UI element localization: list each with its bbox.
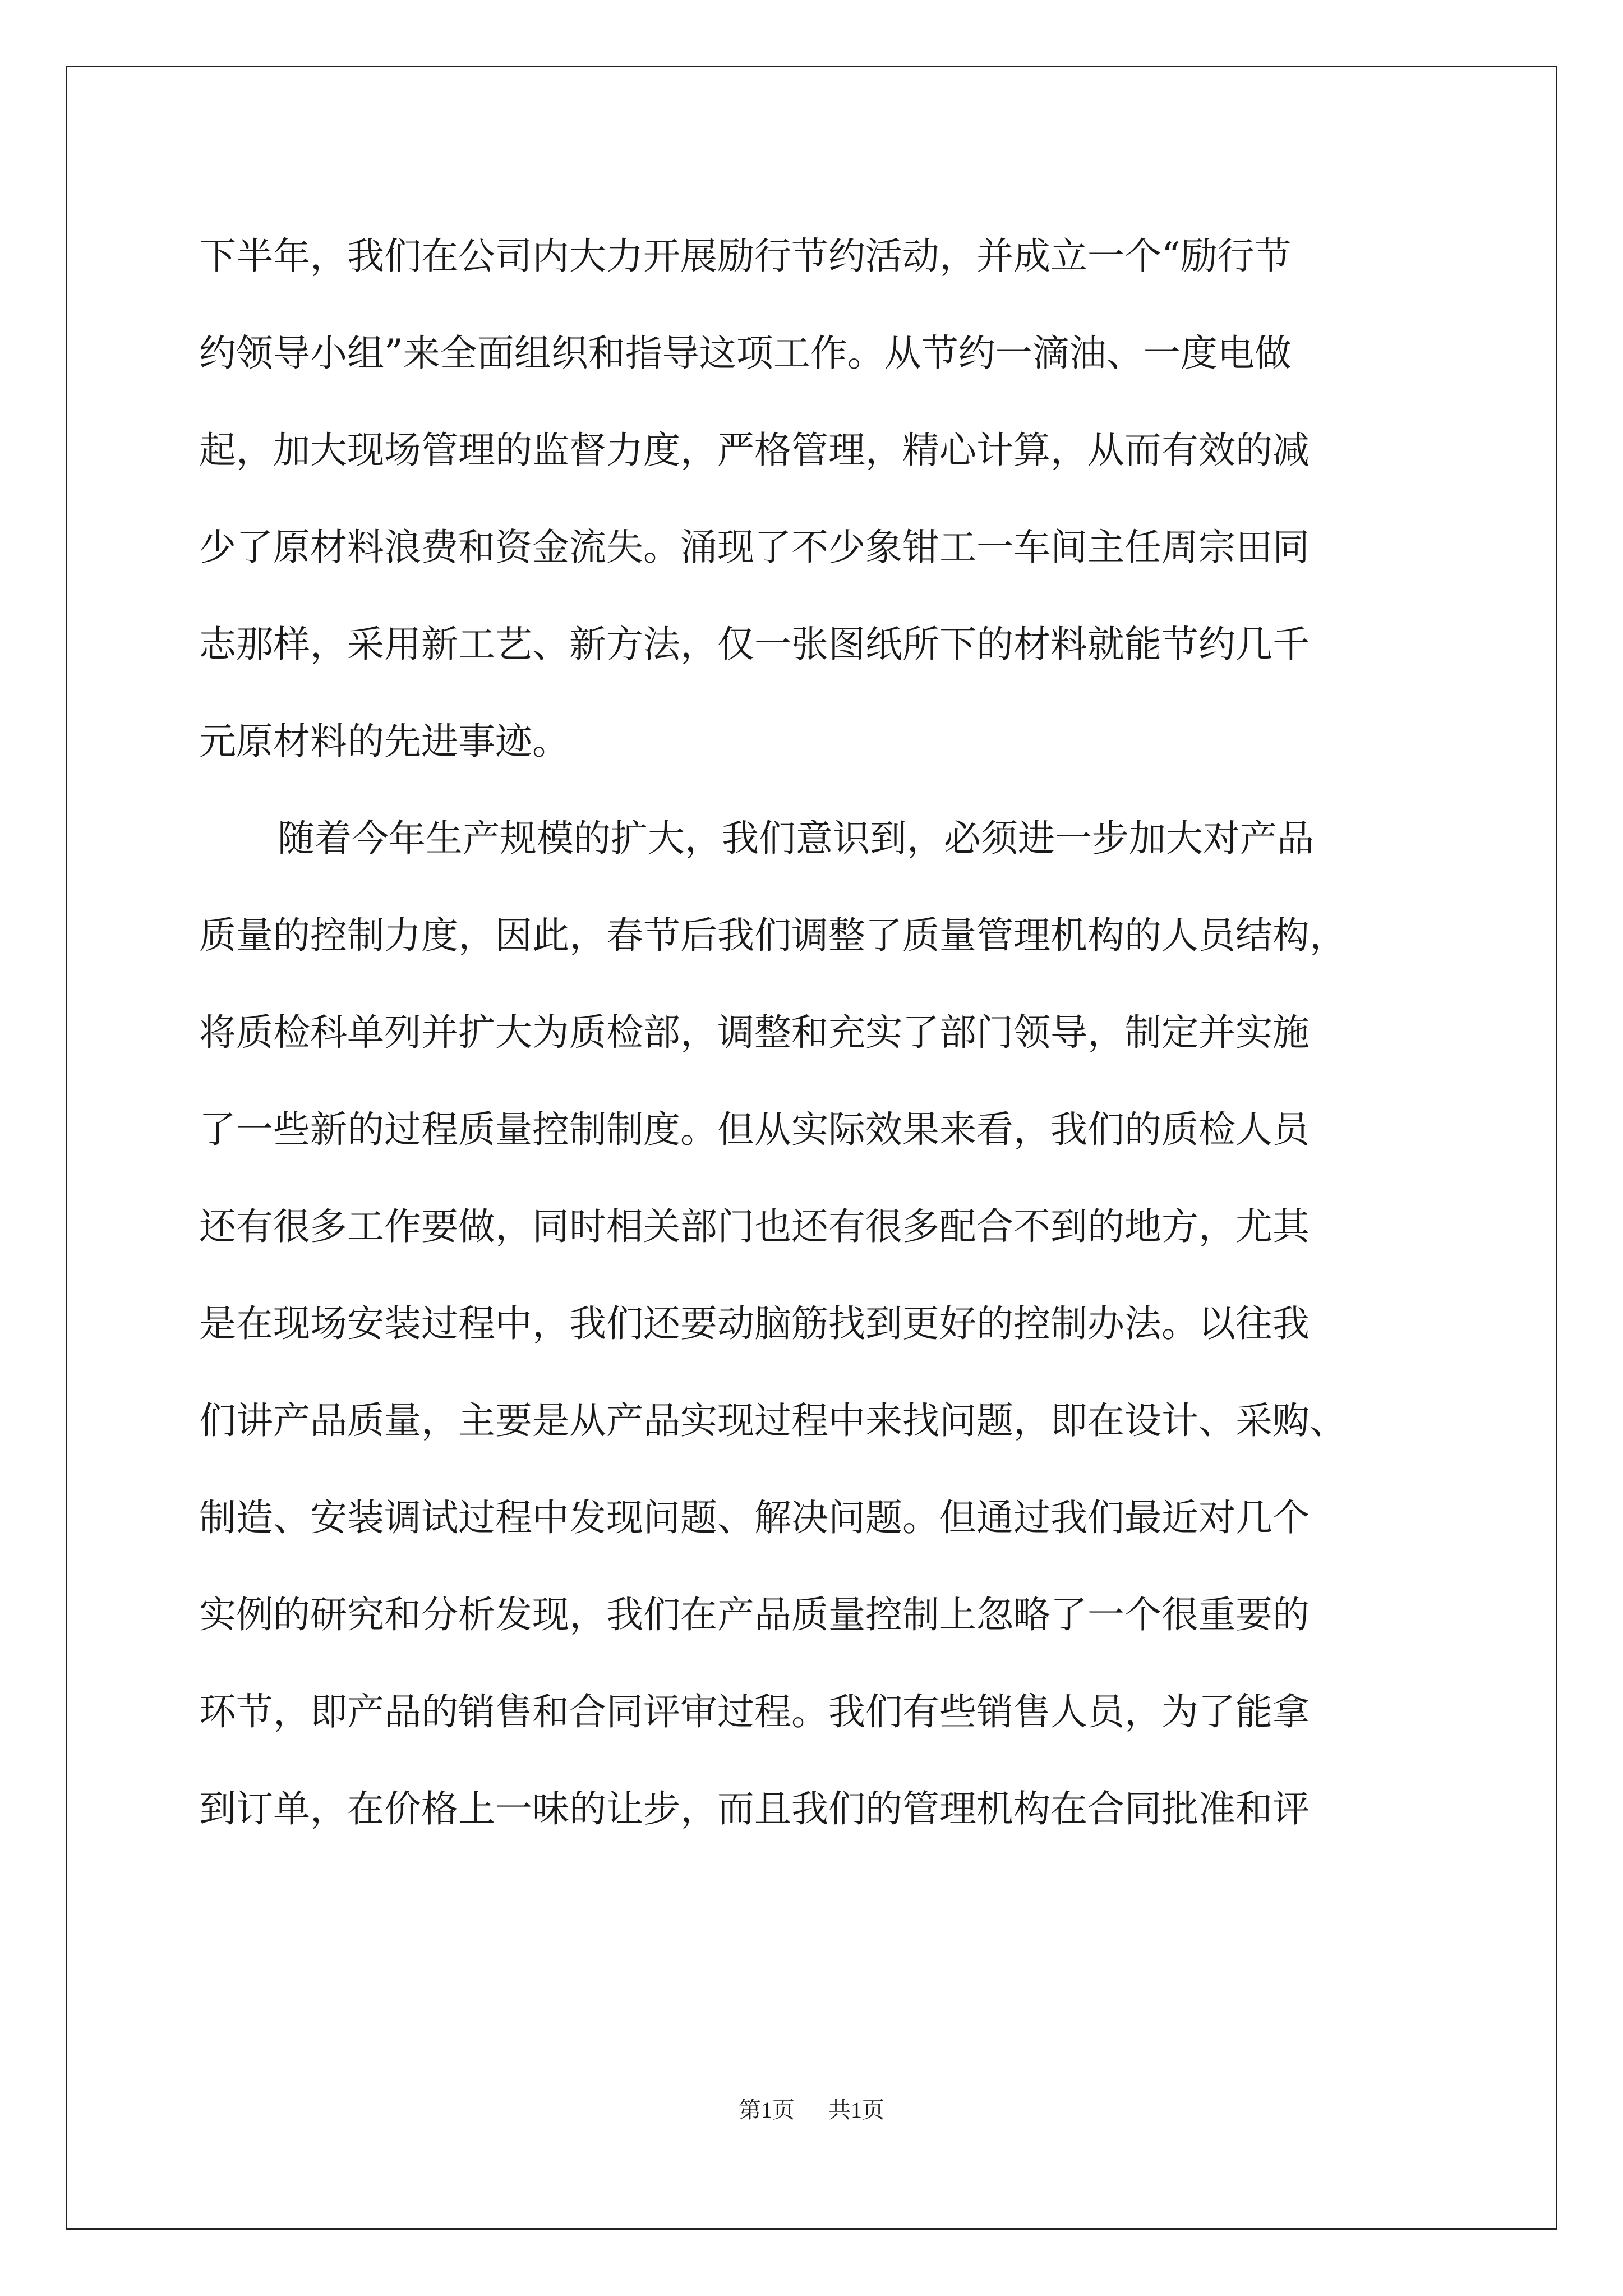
document-body xyxy=(199,208,1433,1857)
text-line: 约领导小组”来全面组织和指导这项工作。从节约一滴油、一度电做 xyxy=(199,332,1292,375)
text-line: 到订单，在价格上一味的让步，而且我们的管理机构在合同批准和评 xyxy=(199,1787,1310,1830)
text-line: 志那样，采用新工艺、新方法，仅一张图纸所下的材料就能节约几千 xyxy=(199,623,1310,666)
text-line: 下半年，我们在公司内大力开展励行节约活动，并成立一个“励行节 xyxy=(199,234,1292,278)
paragraph-first-line: 随着今年生产规模的扩大，我们意识到，必须进一步加大对产品 xyxy=(278,817,1314,860)
text-line: 是在现场安装过程中，我们还要动脑筋找到更好的控制办法。以往我 xyxy=(199,1302,1310,1345)
page-number-total: 共1页 xyxy=(828,2097,884,2123)
text-line: 起，加大现场管理的监督力度，严格管理，精心计算，从而有效的减 xyxy=(199,429,1310,472)
text-line: 元原材料的先进事迹。 xyxy=(199,720,569,763)
text-line: 少了原材料浪费和资金流失。涌现了不少象钳工一车间主任周宗田同 xyxy=(199,526,1310,569)
text-line: 制造、安装调试过程中发现问题、解决问题。但通过我们最近对几个 xyxy=(199,1496,1310,1539)
text-line: 实例的研究和分析发现，我们在产品质量控制上忽略了一个很重要的 xyxy=(199,1593,1310,1636)
text-line: 将质检科单列并扩大为质检部，调整和充实了部门领导，制定并实施 xyxy=(199,1011,1310,1054)
page-number-current: 第1页 xyxy=(739,2097,795,2123)
text-line: 了一些新的过程质量控制制度。但从实际效果来看，我们的质检人员 xyxy=(199,1108,1310,1151)
page-footer xyxy=(0,2093,1623,2127)
text-line: 们讲产品质量，主要是从产品实现过程中来找问题，即在设计、采购、 xyxy=(199,1399,1347,1442)
text-line: 还有很多工作要做，同时相关部门也还有很多配合不到的地方，尤其 xyxy=(199,1205,1310,1248)
text-line: 环节，即产品的销售和合同评审过程。我们有些销售人员，为了能拿 xyxy=(199,1690,1310,1733)
text-line: 质量的控制力度，因此，春节后我们调整了质量管理机构的人员结构， xyxy=(199,914,1347,957)
